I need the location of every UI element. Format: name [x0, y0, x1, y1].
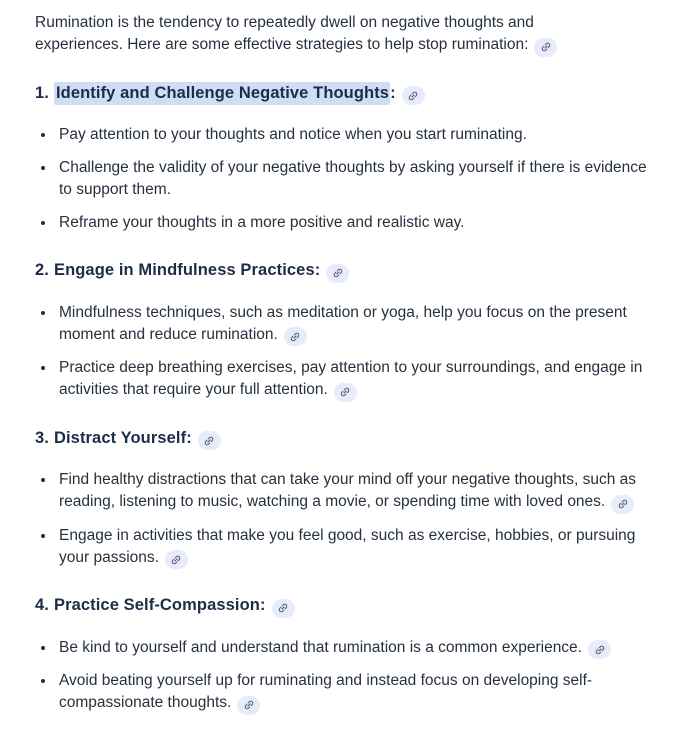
- list-item: [35, 302, 662, 347]
- section-title-suffix: :: [390, 83, 396, 102]
- link-icon[interactable]: [402, 86, 425, 105]
- list-item: [35, 637, 662, 660]
- link-icon[interactable]: [272, 599, 295, 618]
- link-icon[interactable]: [165, 550, 188, 569]
- section-title: Practice Self-Compassion: [53, 596, 260, 614]
- section-2-bullets: [35, 302, 662, 402]
- chain-link-glyph: [243, 699, 255, 711]
- bullet-text: Be kind to yourself and understand that rumination is a common experience.: [59, 638, 582, 656]
- section-title-highlighted: Identify and Challenge Negative Thoughts: [54, 82, 390, 105]
- chain-link-glyph: [289, 331, 301, 343]
- list-item: [35, 469, 662, 514]
- section-title-suffix: :: [314, 261, 321, 279]
- section-1-bullets: [35, 124, 662, 234]
- section-number: 2.: [35, 261, 49, 279]
- list-item: [35, 212, 662, 234]
- list-item: [35, 357, 662, 402]
- bullet-text: Find healthy distractions that can take your mind off your negative thoughts, such as reading, listening to music, watching a movie, or spending time with loved ones.: [59, 471, 636, 510]
- intro-paragraph: [35, 12, 620, 57]
- section-heading-2: [35, 261, 662, 283]
- link-icon[interactable]: [588, 640, 611, 659]
- link-icon[interactable]: [284, 327, 307, 346]
- intro-text: Rumination is the tendency to repeatedly dwell on negative thoughts and experiences. Here are some effective strategies to help stop rumination:: [35, 14, 534, 53]
- bullet-text: Challenge the validity of your negative thoughts by asking yourself if there is evidence to support them.: [59, 159, 647, 198]
- section-title-suffix: :: [259, 596, 266, 614]
- bullet-text: Mindfulness techniques, such as meditation or yoga, help you focus on the present moment and reduce rumination.: [59, 303, 627, 343]
- link-icon[interactable]: [237, 696, 260, 715]
- section-title: Distract Yourself: [53, 428, 187, 447]
- bullet-text: Engage in activities that make you feel good, such as exercise, hobbies, or pursuing your passions.: [59, 526, 636, 566]
- chain-link-glyph: [332, 267, 344, 279]
- bullet-text: Avoid beating yourself up for ruminating and instead focus on developing self-compassionate thoughts.: [59, 672, 593, 711]
- link-icon[interactable]: [334, 383, 357, 402]
- chain-link-glyph: [540, 41, 552, 53]
- section-number: 1.: [35, 83, 49, 102]
- chain-link-glyph: [277, 602, 289, 614]
- list-item: [35, 157, 662, 201]
- link-icon[interactable]: [534, 38, 557, 57]
- section-heading-4: [35, 596, 662, 618]
- section-heading-3: [35, 429, 662, 451]
- section-title-suffix: :: [186, 428, 192, 447]
- chain-link-glyph: [617, 498, 629, 510]
- chain-link-glyph: [594, 644, 606, 656]
- link-icon[interactable]: [198, 431, 221, 450]
- link-icon[interactable]: [611, 495, 634, 514]
- section-number: 4.: [35, 596, 49, 614]
- link-icon[interactable]: [326, 264, 349, 283]
- section-3-bullets: [35, 469, 662, 569]
- list-item: [35, 670, 662, 715]
- chain-link-glyph: [407, 90, 419, 102]
- section-4-bullets: [35, 637, 662, 715]
- chain-link-glyph: [203, 435, 215, 447]
- bullet-text: Practice deep breathing exercises, pay attention to your surroundings, and engage in activities that require your full attention.: [59, 359, 643, 398]
- list-item: [35, 525, 662, 570]
- bullet-text: Pay attention to your thoughts and notice when you start ruminating.: [59, 126, 527, 143]
- chain-link-glyph: [170, 554, 182, 566]
- section-heading-1: [35, 84, 662, 106]
- section-title: Engage in Mindfulness Practices: [53, 261, 315, 279]
- list-item: [35, 124, 662, 146]
- chain-link-glyph: [339, 386, 351, 398]
- bullet-text: Reframe your thoughts in a more positive and realistic way.: [59, 214, 465, 231]
- section-number: 3.: [35, 428, 49, 447]
